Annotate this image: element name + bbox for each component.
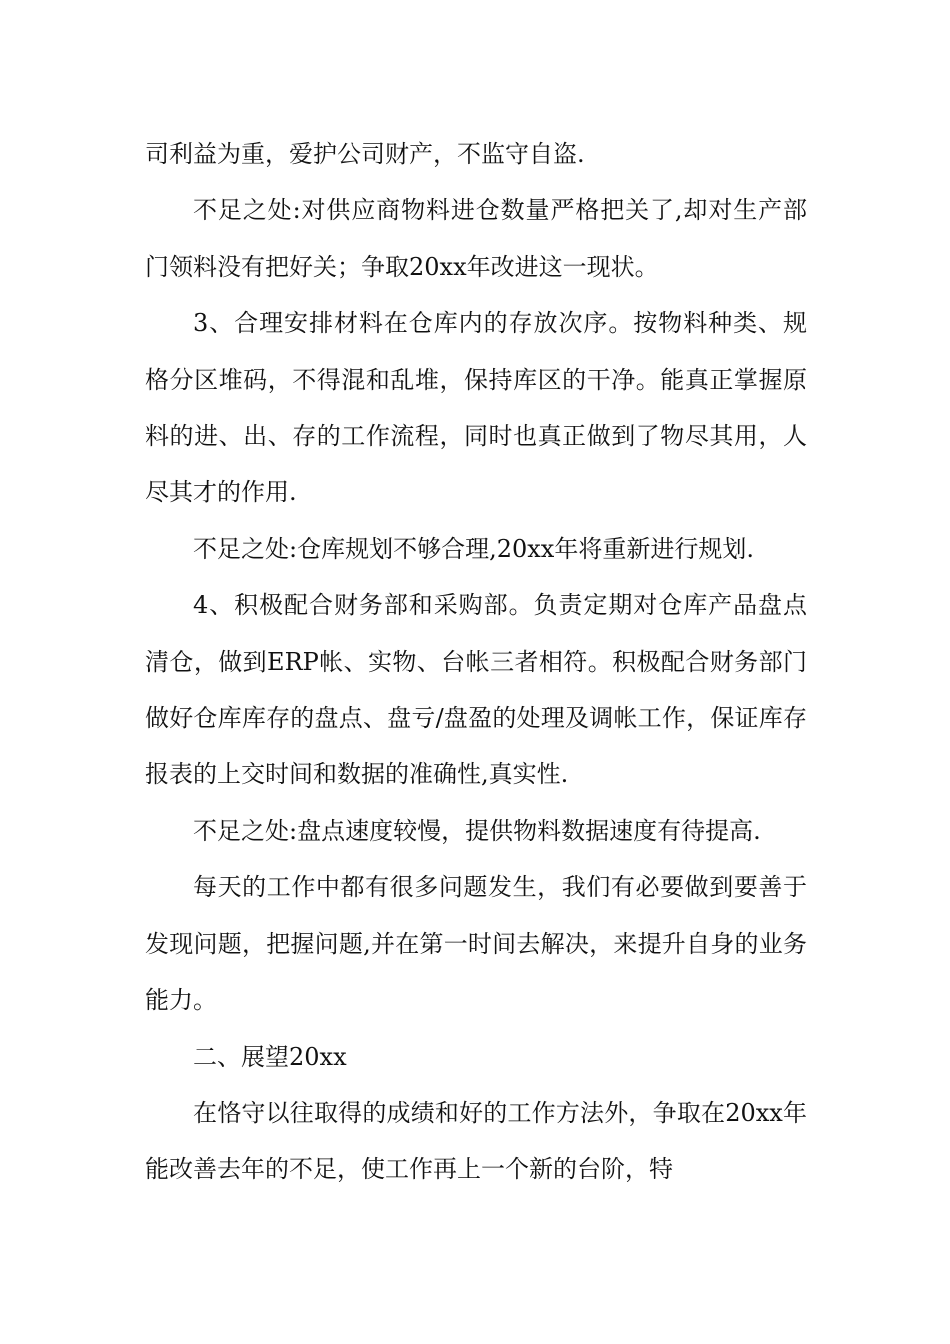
document-body — [145, 126, 807, 1198]
paragraph-8: 二、展望20xx — [193, 1042, 347, 1071]
paragraph-1: 司利益为重，爱护公司财产，不监守自盗. — [145, 140, 585, 168]
paragraph-2: 不足之处:对供应商物料进仓数量严格把关了,却对生产部门领料没有把好关；争取20xx年改进这一现状。 — [145, 196, 807, 281]
paragraph-7: 每天的工作中都有很多问题发生，我们有必要做到要善于发现问题，把握问题,并在第一时间去解决，来提升自身的业务能力。 — [145, 873, 807, 1015]
paragraph-9: 在恪守以往取得的成绩和好的工作方法外，争取在20xx年能改善去年的不足，使工作再上一个新的台阶，特 — [145, 1098, 807, 1184]
paragraph-4: 不足之处:仓库规划不够合理,20xx年将重新进行规划. — [193, 534, 754, 563]
paragraph-6: 不足之处:盘点速度较慢，提供物料数据速度有待提高. — [193, 816, 761, 845]
paragraph-3: 3、合理安排材料在仓库内的存放次序。按物料种类、规格分区堆码，不得混和乱堆，保持库区的干净。能真正掌握原料的进、出、存的工作流程，同时也真正做到了物尽其用，人尽其才的作用. — [145, 309, 807, 507]
paragraph-5: 4、积极配合财务部和采购部。负责定期对仓库产品盘点清仓，做到ERP帐、实物、台帐三者相符。积极配合财务部门做好仓库库存的盘点、盘亏/盘盈的处理及调帐工作，保证库存报表的上交时间和数据的准确性,真实性. — [145, 591, 807, 789]
